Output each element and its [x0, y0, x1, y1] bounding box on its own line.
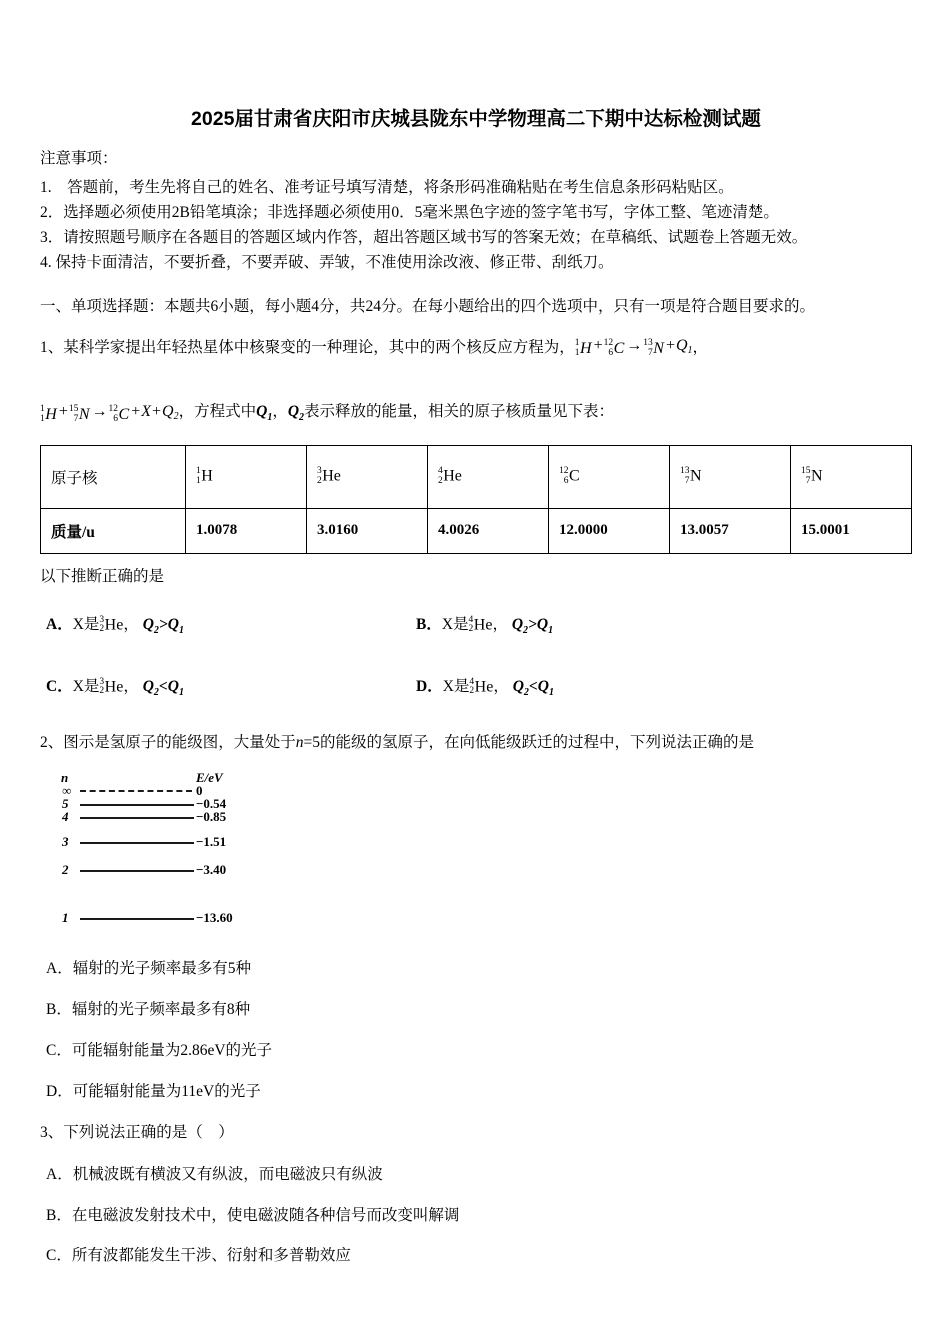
level-line-1	[80, 918, 194, 920]
plus-sign: +	[58, 403, 68, 421]
question-1-stem	[40, 334, 912, 364]
level-n-5: 5	[62, 796, 69, 812]
level-energy-4: −0.85	[196, 809, 227, 825]
plus-sign: +	[593, 336, 603, 354]
question-3-stem: 3、下列说法正确的是（ ）	[40, 1124, 234, 1142]
level-energy-3: −1.51	[196, 834, 227, 850]
question-2-option-b[interactable]: B．辐射的光子频率最多有8种	[46, 1000, 251, 1018]
nuclide-H1: 1 1 H	[40, 404, 57, 424]
nuclide-H1: 1 1 H	[574, 337, 592, 358]
atomic-mass-table	[40, 445, 912, 554]
section-heading: 一、单项选择题：本题共6小题，每小题4分，共24分。在每小题给出的四个选项中，只有一项是符合题目要求的。	[40, 298, 816, 316]
plus-sign: +	[665, 336, 675, 354]
level-n-2: 2	[62, 862, 69, 878]
level-n-3: 3	[62, 834, 69, 850]
axis-label-energy: E/eV	[196, 770, 223, 786]
nuclide-C12: 12 6 C	[603, 337, 625, 358]
nuclide-N13: 13 7 N	[643, 337, 664, 358]
nuclear-equation-2: 1 1 H + 15 7 N → 12 6 C +X+Q2	[40, 403, 179, 420]
hydrogen-energy-level-diagram	[54, 770, 354, 935]
axis-label-n: n	[61, 770, 69, 786]
level-energy-infinity: 0	[196, 783, 203, 799]
level-n-4: 4	[62, 809, 69, 825]
page-content	[40, 108, 912, 1269]
question-2-option-c[interactable]: C．可能辐射能量为2.86eV的光子	[46, 1041, 273, 1059]
table-cell-nuclide: 13 7 N	[670, 445, 791, 508]
notice-block	[40, 147, 912, 275]
arrow-sign: →	[626, 336, 643, 354]
option-d[interactable]: D．X是 4 2 He， $Q_2<Q_1$	[416, 676, 554, 698]
level-energy-1: −13.60	[196, 910, 233, 926]
page-title: 2025届甘肃省庆阳市庆城县陇东中学物理高二下期中达标检测试题	[191, 108, 761, 130]
table-cell-mass: 4.0026	[428, 508, 549, 553]
table-row-header: 原子核	[41, 445, 186, 508]
question-1-options-row-2	[40, 674, 912, 700]
nuclear-equation-1: 1 1 H + 12 6 C → 13 7 N +Q1	[575, 332, 693, 362]
stem-text: ，方程式中	[178, 403, 257, 421]
level-n-infinity: ∞	[62, 783, 72, 799]
question-1-stem-cont: 1 1 H + 15 7 N → 12 6 C +X+Q2，方程式中$Q_1$，$Q_2$表示释放的能量，相关的原子核质量见下表：	[40, 398, 912, 428]
question-3-option-b[interactable]: B．在电磁波发射技术中，使电磁波随各种信号而改变叫解调	[46, 1206, 460, 1224]
table-cell-mass: 13.0057	[670, 508, 791, 553]
question-3-option-c[interactable]: C．所有波都能发生干涉、衍射和多普勒效应	[46, 1247, 351, 1265]
option-c[interactable]: C．X是 3 2 He， $Q_2<Q_1$	[46, 676, 184, 698]
question-1-options-row-1	[40, 612, 912, 638]
table-cell-nuclide: 4 2 He	[428, 445, 549, 508]
plus-sign: +	[152, 403, 162, 421]
table-cell-nuclide: 1 1 H	[186, 445, 307, 508]
symbol-Q2: Q	[287, 403, 300, 421]
notice-heading: 注意事项：	[40, 150, 118, 168]
question-2-stem: 2、图示是氢原子的能级图，大量处于n=5的能级的氢原子，在向低能级跃迁的过程中，下列说法正确的是	[40, 733, 755, 751]
table-row-header: 质量/u	[41, 508, 186, 553]
arrow-sign: →	[91, 403, 108, 421]
table-row	[41, 508, 912, 553]
table-cell-mass: 1.0078	[186, 508, 307, 553]
nuclide-N15: 15 7 N	[68, 404, 90, 424]
energy-Q2: Q	[162, 403, 174, 421]
symbol-Q1: Q	[256, 403, 268, 421]
option-b[interactable]: B．X是 4 2 He， $Q_2>Q_1$	[416, 614, 554, 636]
question-3-option-a[interactable]: A．机械波既有横波又有纵波，而电磁波只有纵波	[46, 1165, 383, 1183]
question-1-ask: 以下推断正确的是	[40, 567, 165, 585]
table-cell-nuclide: 3 2 He	[307, 445, 428, 508]
level-line-2	[80, 870, 194, 872]
level-line-3	[80, 842, 194, 844]
question-1-stem-text: 1、某科学家提出年轻热星体中核聚变的一种理论，其中的两个核反应方程为，	[40, 338, 575, 356]
level-n-1: 1	[62, 910, 69, 926]
level-line-infinity	[80, 790, 192, 792]
unknown-X: X	[141, 403, 151, 421]
table-cell-nuclide: 12 6 C	[549, 445, 670, 508]
stem-text: 表示释放的能量，相关的原子核质量见下表：	[304, 403, 615, 421]
table-cell-mass: 12.0000	[549, 508, 670, 553]
question-2-option-d[interactable]: D．可能辐射能量为11eV的光子	[46, 1082, 261, 1100]
energy-Q1: Q	[675, 336, 688, 354]
table-cell-mass: 3.0160	[307, 508, 428, 553]
nuclide-C12: 12 6 C	[108, 404, 130, 424]
plus-sign: +	[131, 403, 141, 421]
table-cell-nuclide: 15 7 N	[791, 445, 912, 508]
question-2-option-a[interactable]: A．辐射的光子频率最多有5种	[46, 960, 251, 978]
comma: ，	[692, 338, 709, 356]
level-line-4	[80, 817, 194, 819]
table-row	[41, 445, 912, 508]
notice-item: 3．请按照题号顺序在各题目的答题区域内作答，超出答题区域书写的答案无效；在草稿纸、试题卷上答题无效。	[40, 228, 808, 246]
option-a[interactable]: A．X是 3 2 He， $Q_2>Q_1$	[46, 614, 184, 636]
notice-item: 2．选择题必须使用2B铅笔填涂；非选择题必须使用0．5毫米黑色字迹的签字笔书写，字体工整、笔迹清楚。	[40, 203, 779, 221]
notice-item: 1. 答题前，考生先将自己的姓名、准考证号填写清楚，将条形码准确粘贴在考生信息条形码粘贴区。	[40, 178, 734, 196]
level-energy-5: −0.54	[196, 796, 227, 812]
variable-n: n	[295, 733, 304, 751]
table-cell-mass: 15.0001	[791, 508, 912, 553]
notice-item: 4. 保持卡面清洁，不要折叠，不要弄破、弄皱，不准使用涂改液、修正带、刮纸刀。	[40, 253, 614, 271]
level-energy-2: −3.40	[196, 862, 227, 878]
level-line-5	[80, 804, 194, 806]
